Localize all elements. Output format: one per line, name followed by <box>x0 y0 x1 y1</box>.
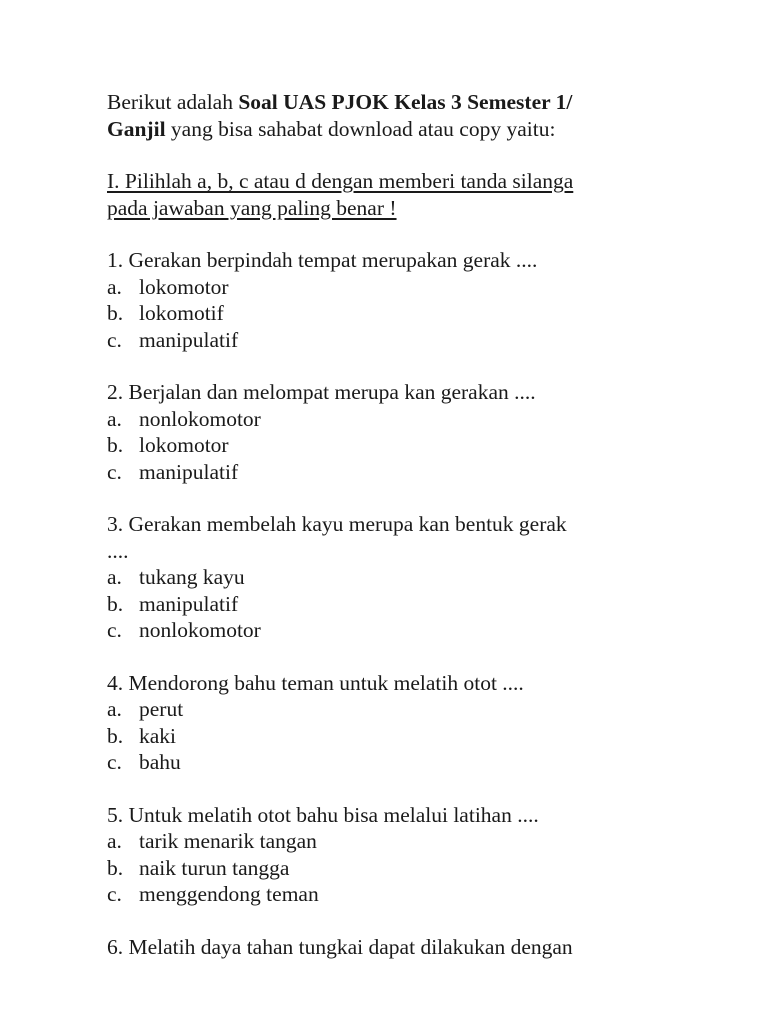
option-letter: b. <box>107 855 124 880</box>
question-text: 1. Gerakan berpindah tempat merupakan gerak .... <box>107 248 538 272</box>
question-item <box>107 247 707 353</box>
intro-line-2 <box>107 116 707 143</box>
answer-option <box>107 696 707 723</box>
option-letter: b. <box>107 433 124 457</box>
answer-option <box>107 828 707 855</box>
option-letter: c. <box>107 882 122 906</box>
option-text: naik turun tangga <box>139 855 290 880</box>
intro-title-part-1: Soal UAS PJOK Kelas 3 Semester 1/ <box>238 90 573 114</box>
question-text: 2. Berjalan dan melompat merupa kan gerakan .... <box>107 380 536 404</box>
question-text: .... <box>107 538 129 563</box>
instruction-line-1: I. Pilihlah a, b, c atau d dengan memberi tanda silanga <box>107 169 574 193</box>
option-text: tukang kayu <box>139 565 245 589</box>
answer-option <box>107 300 707 327</box>
question-item <box>107 670 707 776</box>
question-text: 4. Mendorong bahu teman untuk melatih otot .... <box>107 670 524 695</box>
answer-option <box>107 459 707 486</box>
instruction-line-2: pada jawaban yang paling benar ! <box>107 195 397 220</box>
intro-line-1 <box>107 89 707 116</box>
answer-option <box>107 723 707 750</box>
option-letter: c. <box>107 618 122 642</box>
question-text: 6. Melatih daya tahan tungkai dapat dilakukan dengan <box>107 934 573 959</box>
answer-option <box>107 432 707 459</box>
intro-prefix: Berikut adalah <box>107 90 239 114</box>
option-letter: b. <box>107 301 124 325</box>
option-letter: a. <box>107 565 122 589</box>
answer-option <box>107 274 707 301</box>
document-page <box>107 89 707 960</box>
option-letter: a. <box>107 406 122 431</box>
option-text: lokomotor <box>139 274 229 299</box>
option-letter: a. <box>107 829 122 853</box>
option-text: lokomotor <box>139 433 229 457</box>
question-list <box>107 221 707 960</box>
option-text: manipulatif <box>139 591 239 616</box>
option-text: menggendong teman <box>139 882 319 906</box>
intro-suffix: yang bisa sahabat download atau copy yaitu: <box>165 116 556 141</box>
option-letter: c. <box>107 327 122 352</box>
option-text: tarik menarik tangan <box>139 829 317 853</box>
answer-option <box>107 881 707 908</box>
option-text: kaki <box>139 723 177 748</box>
question-text: 5. Untuk melatih otot bahu bisa melalui latihan .... <box>107 802 539 827</box>
answer-option <box>107 591 707 618</box>
option-letter: a. <box>107 274 122 299</box>
option-text: nonlokomotor <box>139 406 261 431</box>
question-item <box>107 511 707 644</box>
option-text: manipulatif <box>139 459 239 484</box>
option-letter: c. <box>107 750 122 774</box>
question-item <box>107 379 707 485</box>
intro-title-part-2: Ganjil <box>107 116 166 141</box>
answer-option <box>107 617 707 644</box>
question-item <box>107 934 707 961</box>
answer-option <box>107 855 707 882</box>
answer-option <box>107 749 707 776</box>
answer-option <box>107 406 707 433</box>
question-item <box>107 802 707 908</box>
option-text: perut <box>139 697 184 721</box>
option-letter: b. <box>107 591 124 616</box>
option-letter: c. <box>107 459 122 484</box>
question-text: 3. Gerakan membelah kayu merupa kan bentuk gerak <box>107 512 567 536</box>
answer-option <box>107 327 707 354</box>
option-text: nonlokomotor <box>139 618 261 642</box>
option-text: bahu <box>139 750 181 774</box>
answer-option <box>107 564 707 591</box>
option-letter: a. <box>107 697 122 721</box>
option-letter: b. <box>107 723 124 748</box>
option-text: manipulatif <box>139 327 239 352</box>
option-text: lokomotif <box>139 301 224 325</box>
